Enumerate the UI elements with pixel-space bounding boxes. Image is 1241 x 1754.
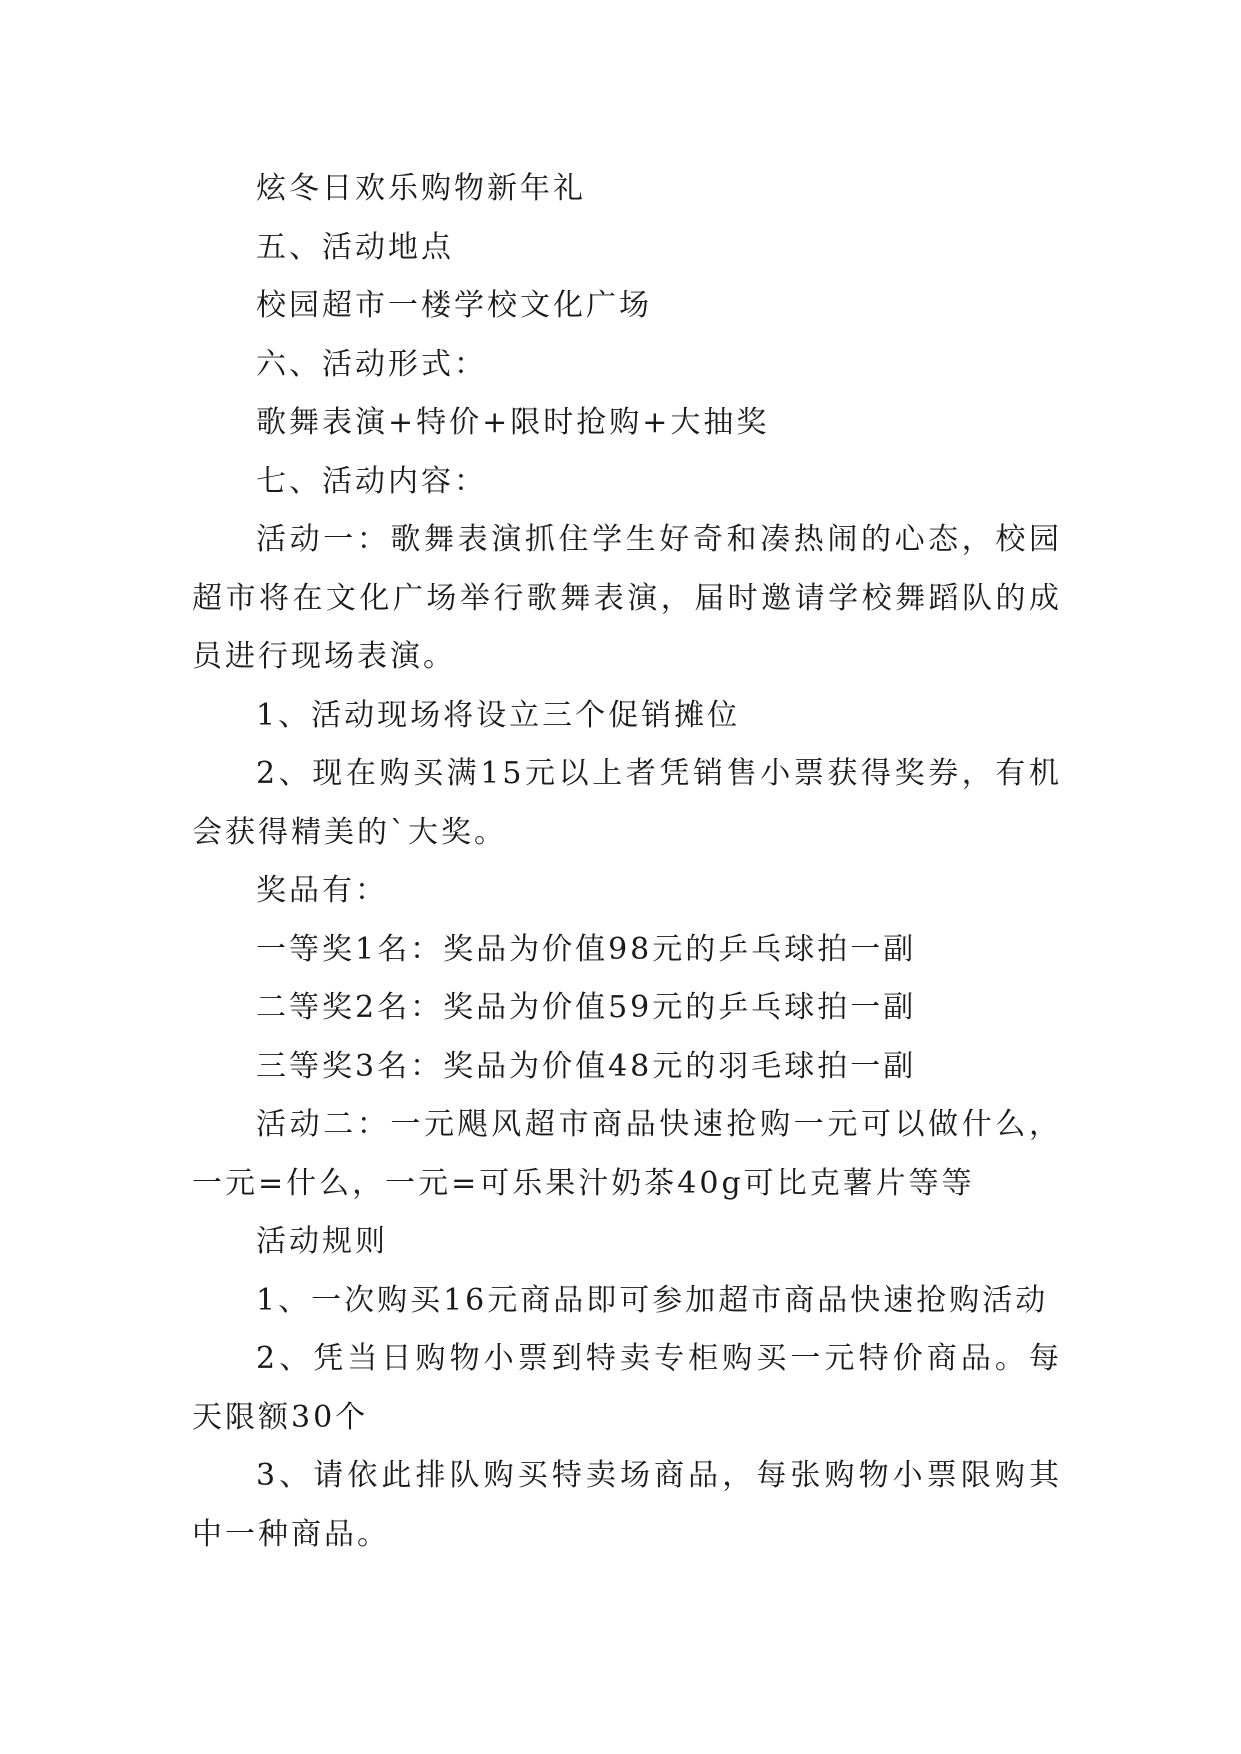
paragraph-activity-two: 活动二：一元飓风超市商品快速抢购一元可以做什么，一元=什么，一元=可乐果汁奶茶40g可比克薯片等等	[192, 1107, 1062, 1201]
document-body	[192, 160, 1062, 1564]
section-heading-location: 五、活动地点	[256, 229, 454, 265]
paragraph-item-2: 2、现在购买满15元以上者凭销售小票获得奖券，有机会获得精美的`大奖。	[192, 756, 1062, 850]
paragraph-1: 炫冬日欢乐购物新年礼	[256, 171, 586, 206]
paragraph-format: 歌舞表演+特价+限时抢购+大抽奖	[256, 405, 770, 440]
paragraph-item-1: 1、活动现场将设立三个促销摊位	[256, 697, 741, 733]
paragraph-rule-1: 1、一次购买16元商品即可参加超市商品快速抢购活动	[256, 1282, 1049, 1318]
paragraph-rule-2: 2、凭当日购物小票到特卖专柜购买一元特价商品。每天限额30个	[192, 1341, 1062, 1435]
paragraph-location: 校园超市一楼学校文化广场	[256, 288, 652, 323]
paragraph-activity-one: 活动一：歌舞表演抓住学生好奇和凑热闹的心态，校园超市将在文化广场举行歌舞表演，届时邀请学校舞蹈队的成员进行现场表演。	[192, 522, 1062, 674]
section-heading-format: 六、活动形式：	[256, 346, 487, 382]
paragraph-second-prize: 二等奖2名：奖品为价值59元的乒乓球拍一副	[256, 990, 917, 1025]
paragraph-first-prize: 一等奖1名：奖品为价值98元的乒乓球拍一副	[256, 931, 917, 967]
paragraph-rule-3: 3、请依此排队购买特卖场商品，每张购物小票限购其中一种商品。	[192, 1458, 1062, 1552]
paragraph-prizes-heading: 奖品有：	[256, 873, 388, 908]
paragraph-rules-heading: 活动规则	[256, 1224, 388, 1259]
paragraph-third-prize: 三等奖3名：奖品为价值48元的羽毛球拍一副	[256, 1048, 917, 1084]
section-heading-content: 七、活动内容：	[256, 463, 487, 499]
